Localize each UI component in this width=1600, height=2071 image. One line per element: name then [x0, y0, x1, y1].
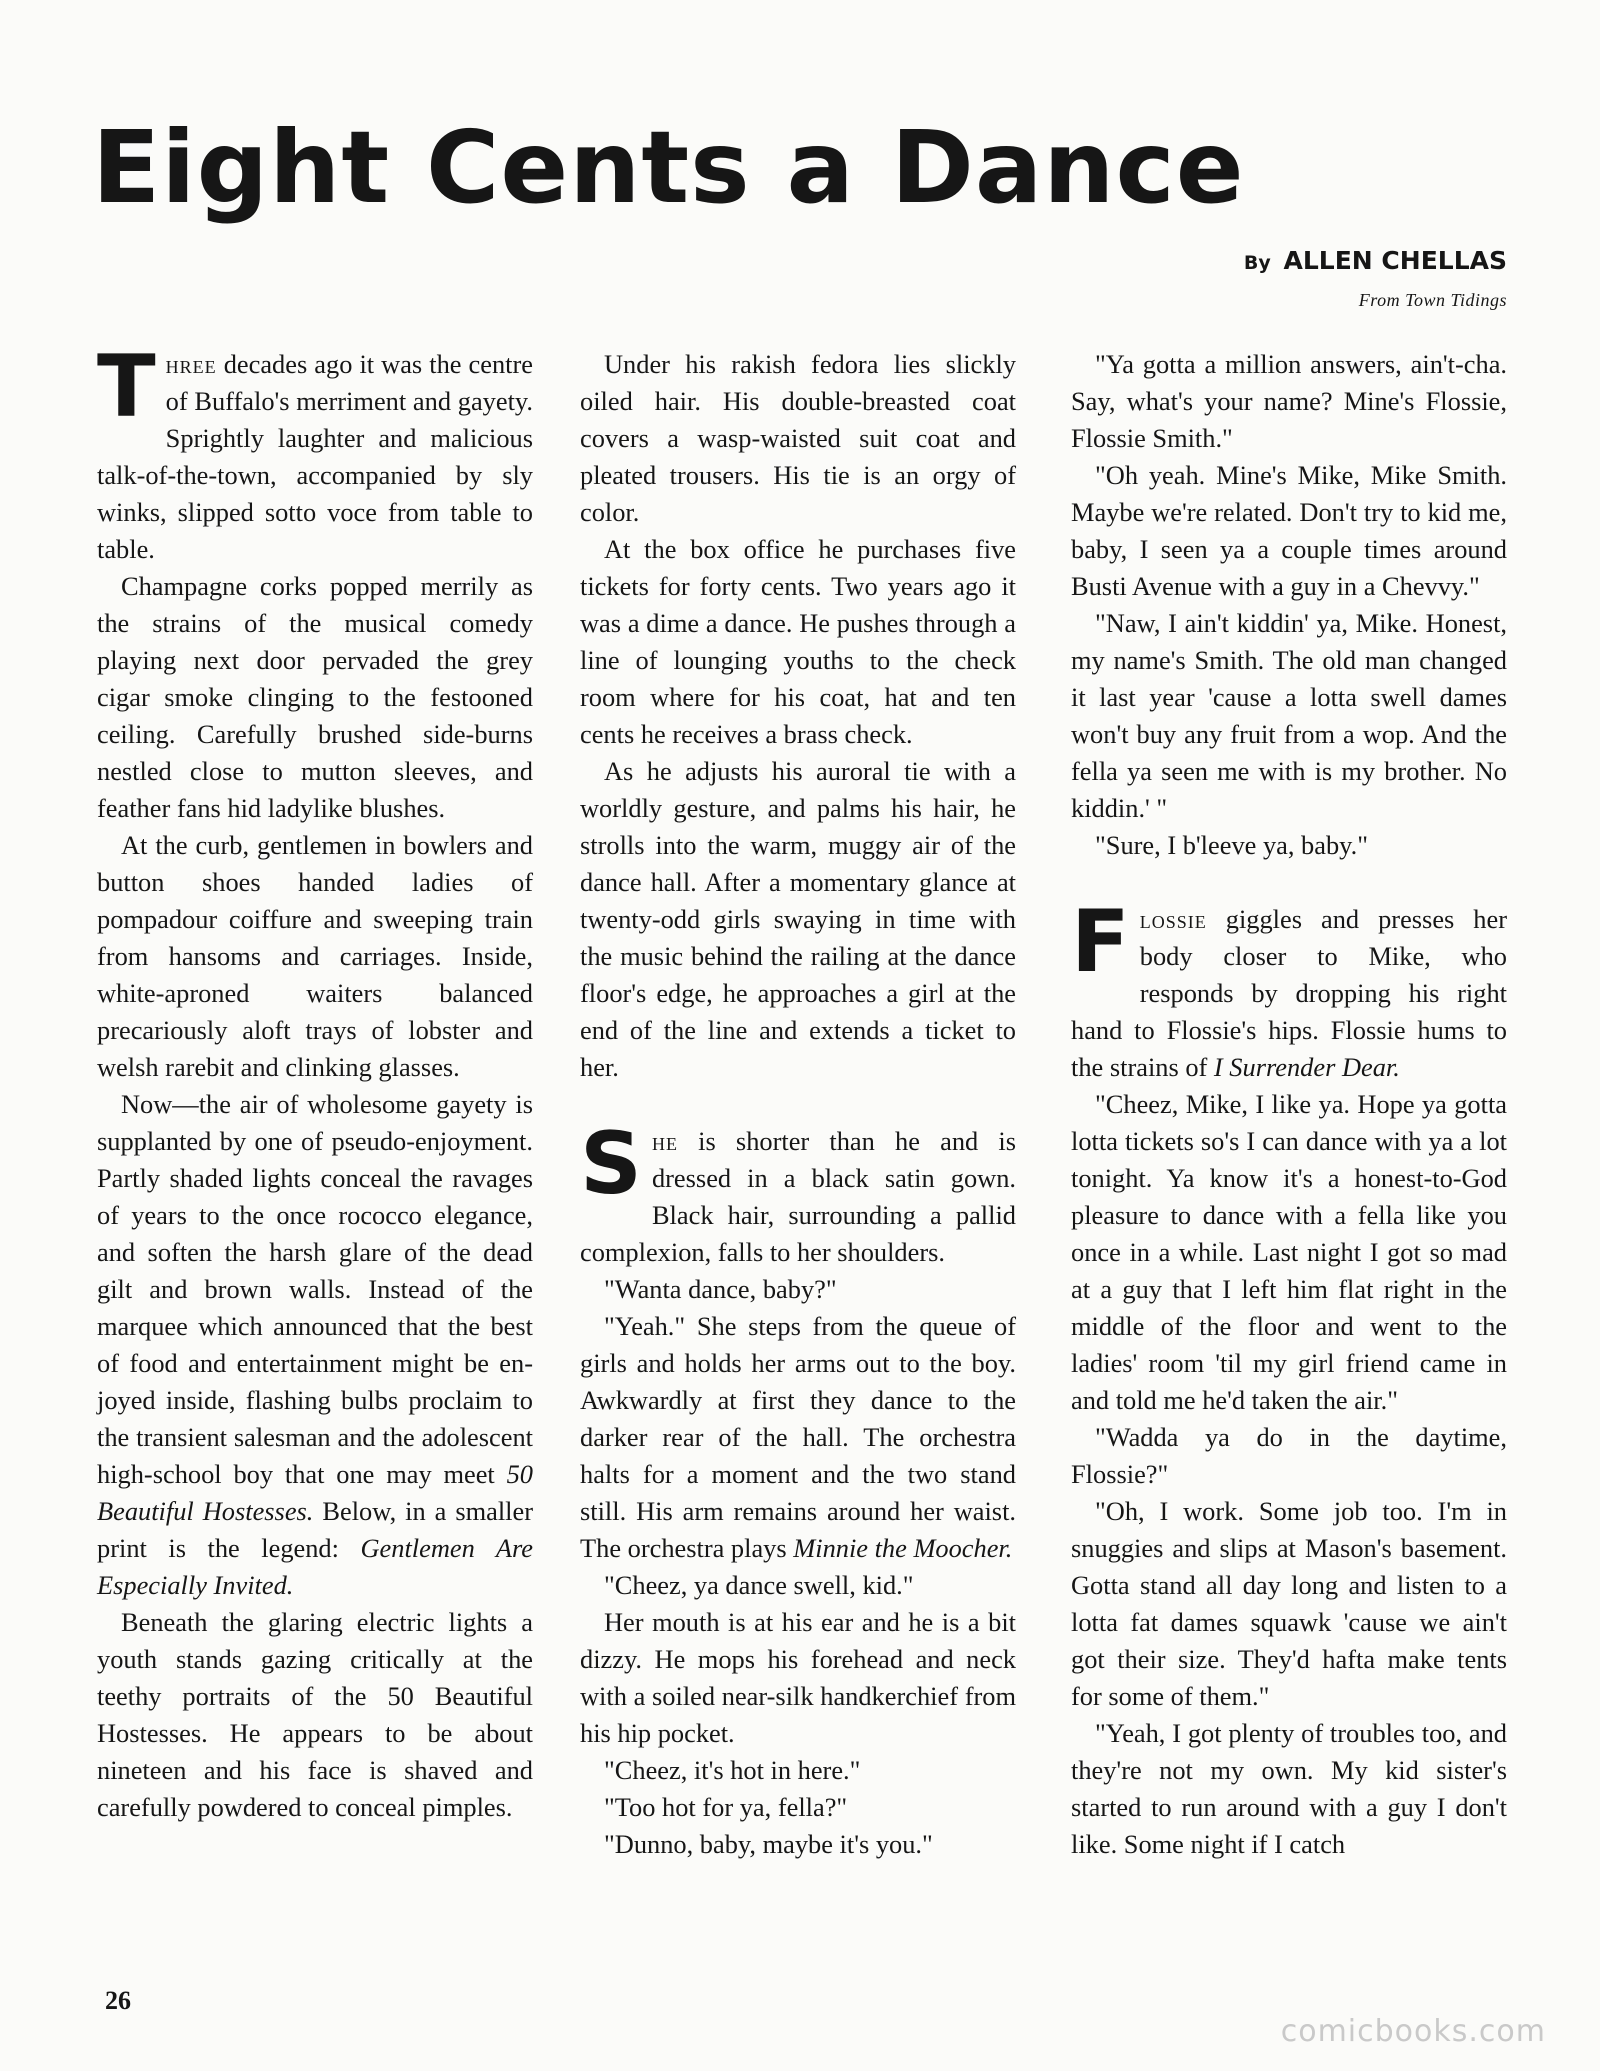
paragraph: "Ya gotta a million answers, ain't-cha. Say, what's your name? Mine's Flossie, Flossie Smith.": [1071, 349, 1507, 453]
paragraph-text: Now—the air of wholesome gayety is supplanted by one of pseudo-enjoyment. Partly shaded lights conceal the ravages of years to the once rococco elegance, and soften the harsh glare of the dead gilt and brown walls. Instead of the marquee which announced that the best of food and entertainment might be enjoyed inside, flashing bulbs proclaim to the transient salesman and the adolescent high-school boy that one may meet: [97, 1089, 533, 1489]
paragraph: [580, 1114, 1016, 1271]
paragraph: "Oh, I work. Some job too. I'm in snuggies and slips at Mason's basement. Gotta stand all day long and listen to a lotta fat dames squawk 'cause we ain't got their size. They'd hafta make tents for some of them.": [1071, 1496, 1507, 1711]
page-number: 26: [105, 1986, 131, 2015]
article-column-1: [97, 337, 534, 1826]
italic-text: 50 Beautiful Hostesses.: [97, 1459, 533, 1526]
paragraph-text: decades ago it was the centre of Buffalo's merriment and gayety. Sprightly laughter and malicious talk-of-the-town, accompanied by sly winks, slipped sotto voce from table to table.: [97, 349, 533, 564]
italic-text: I Surrender Dear.: [1213, 1052, 1400, 1082]
paragraph: As he adjusts his auroral tie with a worldly gesture, and palms his hair, he strolls into the warm, muggy air of the dance hall. After a momentary glance at twenty-odd girls swaying in time with the music behind the railing at the dance floor's edge, he approaches a girl at the end of the line and extends a ticket to her.: [580, 756, 1016, 1082]
paragraph: "Yeah, I got plenty of troubles too, and they're not my own. My kid sister's started to run around with a guy I don't like. Some night if I catch: [1071, 1718, 1507, 1859]
paragraph-text: giggles and presses her body closer to Mike, who responds by dropping his right hand to Flossie's hips. Flossie hums to the strains of: [1071, 904, 1507, 1082]
paragraph: [97, 1086, 533, 1604]
drop-cap: S: [580, 1114, 642, 1214]
italic-text: Gentlemen Are Especially Invited.: [97, 1533, 533, 1600]
paragraph: "Too hot for ya, fella?": [604, 1792, 848, 1822]
small-caps-lead: hree: [165, 349, 217, 379]
byline-prefix: By: [1243, 252, 1271, 274]
small-caps-lead: he: [651, 1126, 678, 1156]
article-column-2: [580, 346, 1016, 1863]
italic-text: Minnie the Moocher.: [793, 1533, 1013, 1563]
paragraph: "Naw, I ain't kiddin' ya, Mike. Honest, my name's Smith. The old man changed it last year 'cause a lotta swell dames won't buy any fruit from a wop. And the fella ya seen me with is my brother. No kiddin.' ": [1071, 608, 1507, 823]
paragraph: [580, 1308, 1016, 1567]
byline: [1244, 246, 1507, 275]
paragraph-text: "Yeah." She steps from the queue of girls and holds her arms out to the boy. Awkwardly at first they dance to the darker rear of the hall. The orchestra halts for a moment and the two stand still. His arm remains around her waist. The orchestra plays: [580, 1311, 1016, 1563]
paragraph: "Cheez, it's hot in here.": [604, 1755, 861, 1785]
paragraph: "Sure, I b'leeve ya, baby.": [1095, 830, 1369, 860]
drop-cap: F: [1071, 892, 1130, 992]
paragraph-text: Below, in a smaller print is the legend:: [97, 1496, 534, 1563]
small-caps-lead: lossie: [1139, 904, 1207, 934]
paragraph: [1071, 892, 1507, 1086]
paragraph: "Oh yeah. Mine's Mike, Mike Smith. Maybe we're related. Don't try to kid me, baby, I seen ya a couple times around Busti Avenue with a guy in a Chevvy.": [1071, 460, 1507, 601]
paragraph: Her mouth is at his ear and he is a bit dizzy. He mops his forehead and neck with a soiled near-silk handkerchief from his hip pocket.: [580, 1607, 1016, 1748]
watermark: comicbooks.com: [1280, 2014, 1546, 2049]
paragraph: [97, 337, 533, 568]
article-title: Eight Cents a Dance: [92, 109, 1245, 226]
paragraph: "Cheez, Mike, I like ya. Hope ya gotta lotta tickets so's I can dance with ya a lot tonight. Ya know it's a honest-to-God pleasure to dance with a fella like you once in a while. Last night I got so mad at a guy that I left him flat right in the middle of the floor and went to the ladies' room 'til my girl friend came in and told me he'd taken the air.": [1071, 1089, 1507, 1415]
drop-cap: T: [97, 337, 156, 437]
paragraph: "Dunno, baby, maybe it's you.": [604, 1829, 933, 1859]
paragraph-text: is shorter than he and is dressed in a black satin gown. Black hair, surrounding a pallid complexion, falls to her shoulders.: [580, 1126, 1016, 1267]
paragraph: "Wanta dance, baby?": [604, 1274, 837, 1304]
paragraph: "Wadda ya do in the daytime, Flossie?": [1071, 1422, 1507, 1489]
paragraph: At the curb, gentlemen in bowlers and button shoes handed ladies of pompadour coiffure and sweeping train from hansoms and carriages. Inside, white-aproned waiters balanced precariously aloft trays of lobster and welsh rarebit and clinking glasses.: [97, 830, 533, 1082]
author-name: ALLEN CHELLAS: [1283, 246, 1507, 275]
article-column-3: [1071, 346, 1507, 1863]
paragraph: Beneath the glaring electric lights a youth stands gazing critically at the teethy portraits of the 50 Beautiful Hostesses. He appears to be about nineteen and his face is shaved and carefully powdered to conceal pimples.: [97, 1607, 533, 1822]
source-credit: From Town Tidings: [1358, 290, 1507, 310]
paragraph: Champagne corks popped merrily as the strains of the musical comedy playing next door pervaded the grey cigar smoke clinging to the festooned ceiling. Carefully brushed side-burns nestled close to mutton sleeves, and feather fans hid ladylike blushes.: [97, 571, 533, 823]
paragraph: Under his rakish fedora lies slickly oiled hair. His double-breasted coat covers a wasp-waisted suit coat and pleated trousers. His tie is an orgy of color.: [580, 349, 1016, 527]
paragraph: "Cheez, ya dance swell, kid.": [604, 1570, 914, 1600]
paragraph: At the box office he purchases five tickets for forty cents. Two years ago it was a dime a dance. He pushes through a line of lounging youths to the check room where for his coat, hat and ten cents he receives a brass check.: [580, 534, 1016, 749]
